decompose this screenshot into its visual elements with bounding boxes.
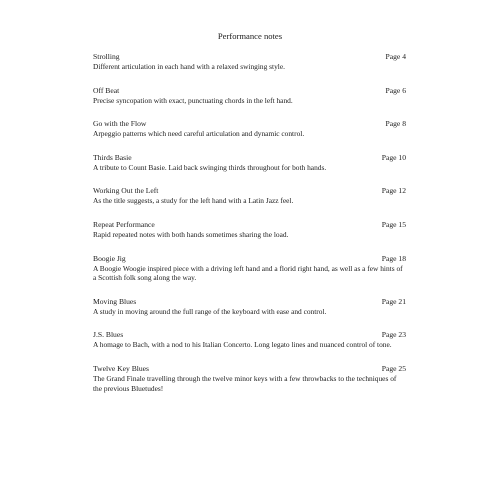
entry-title: Moving Blues bbox=[93, 296, 137, 306]
entry-description: A homage to Bach, with a nod to his Italian Concerto. Long legato lines and nuanced control of tone. bbox=[93, 340, 392, 350]
performance-notes-list bbox=[92, 52, 406, 407]
note-entry bbox=[92, 186, 406, 206]
entry-title: Working Out the Left bbox=[93, 186, 159, 196]
entry-description: Precise syncopation with exact, punctuating chords in the left hand. bbox=[93, 95, 293, 105]
entry-description: As the title suggests, a study for the left hand with a Latin Jazz feel. bbox=[93, 196, 294, 206]
entry-page-number: Page 4 bbox=[385, 52, 406, 61]
entry-title: Boogie Jig bbox=[93, 253, 126, 263]
entry-title: J.S. Blues bbox=[93, 330, 124, 340]
note-entry bbox=[92, 330, 406, 350]
note-entry bbox=[92, 220, 406, 240]
entry-description: Different articulation in each hand with a relaxed swinging style. bbox=[93, 62, 285, 71]
note-entry bbox=[92, 254, 406, 283]
note-entry bbox=[92, 297, 406, 317]
entry-description: A study in moving around the full range of the keyboard with ease and control. bbox=[93, 306, 327, 316]
entry-page-number: Page 15 bbox=[381, 219, 406, 229]
entry-title: Thirds Basie bbox=[93, 152, 132, 162]
entry-title: Repeat Performance bbox=[93, 219, 155, 229]
entry-description: The Grand Finale travelling through the twelve minor keys with a few throwbacks to the techniques of the previous Bluetudes! bbox=[93, 373, 397, 393]
entry-page-number: Page 21 bbox=[381, 296, 406, 306]
entry-description: A tribute to Count Basie. Laid back swinging thirds throughout for both hands. bbox=[93, 162, 327, 172]
note-entry bbox=[92, 153, 406, 173]
entry-description: Arpeggio patterns which need careful articulation and dynamic control. bbox=[93, 129, 305, 139]
entry-page-number: Page 8 bbox=[385, 119, 406, 129]
note-entry bbox=[92, 364, 406, 393]
entry-description: Rapid repeated notes with both hands sometimes sharing the load. bbox=[93, 229, 289, 239]
entry-page-number: Page 25 bbox=[381, 363, 406, 373]
entry-page-number: Page 10 bbox=[381, 152, 406, 162]
note-entry bbox=[92, 52, 406, 72]
entry-page-number: Page 12 bbox=[381, 186, 406, 196]
entry-title: Strolling bbox=[93, 52, 120, 61]
entry-page-number: Page 18 bbox=[381, 253, 406, 263]
entry-page-number: Page 6 bbox=[385, 85, 406, 95]
entry-title: Go with the Flow bbox=[93, 119, 147, 129]
entry-page-number: Page 23 bbox=[381, 330, 406, 340]
page-title: Performance notes bbox=[217, 31, 283, 41]
note-entry bbox=[92, 86, 406, 106]
note-entry bbox=[92, 119, 406, 139]
entry-title: Off Beat bbox=[93, 85, 120, 95]
entry-description: A Boogie Woogie inspired piece with a driving left hand and a florid right hand, as well as a few hints of a Scottish folk song along the way. bbox=[93, 263, 403, 283]
entry-title: Twelve Key Blues bbox=[93, 363, 149, 373]
